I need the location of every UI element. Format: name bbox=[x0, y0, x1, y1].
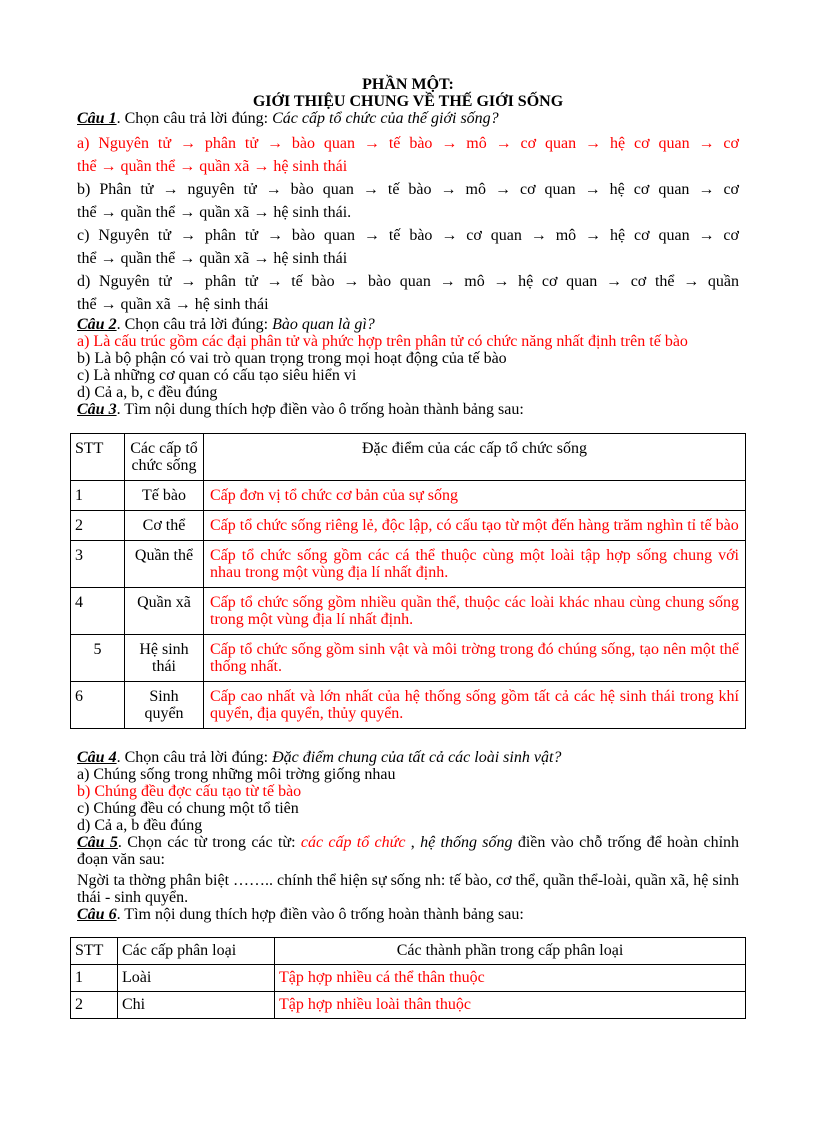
cell-stt: 2 bbox=[71, 511, 125, 541]
cell-desc: Cấp tổ chức sống gồm nhiều quần thể, thuộc các loài khác nhau cùng chung sống trong một vùng địa lí nhất định. bbox=[204, 588, 746, 635]
cell-level: Cơ thể bbox=[125, 511, 204, 541]
question-4 bbox=[77, 749, 739, 766]
question-3 bbox=[77, 401, 739, 418]
option-line: thể → quần thể → quần xã → hệ sinh thái bbox=[77, 158, 348, 175]
page-title: GIỚI THIỆU CHUNG VỀ THẾ GIỚI SỐNG bbox=[252, 93, 564, 110]
cell-level: Sinh quyển bbox=[125, 682, 204, 729]
cell-stt: 4 bbox=[71, 588, 125, 635]
question-1 bbox=[77, 110, 739, 127]
table-header-row bbox=[71, 938, 746, 965]
q1-option-a bbox=[77, 132, 739, 178]
part-label: PHẦN MỘT: bbox=[362, 76, 454, 93]
cell-level: Quần xã bbox=[125, 588, 204, 635]
cell-desc: Cấp tổ chức sống riêng lẻ, độc lập, có cấu tạo từ một đến hàng trăm nghìn tỉ tế bào bbox=[204, 511, 746, 541]
option-line: thể → quần thể → quần xã → hệ sinh thái. bbox=[77, 204, 352, 221]
word-choice-2: hệ thống sống bbox=[420, 834, 513, 851]
header-level: Các cấp phân loại bbox=[118, 938, 275, 965]
word-choice-1: các cấp tổ chức bbox=[300, 834, 406, 851]
option-line: thể → quần thể → quần xã → hệ sinh thái bbox=[77, 250, 348, 267]
cell-desc: Tập hợp nhiều cá thể thân thuộc bbox=[275, 965, 746, 992]
cell-stt: 2 bbox=[71, 992, 118, 1019]
question-number: Câu 4 bbox=[77, 749, 117, 766]
question-prompt: . Chọn câu trả lời đúng: bbox=[116, 110, 273, 127]
option-line: c) Nguyên tử → phân tử → bào quan → tế bào → cơ quan → mô → hệ cơ quan → cơ bbox=[77, 227, 739, 244]
table-row bbox=[71, 965, 746, 992]
question-prompt: . Tìm nội dung thích hợp điền vào ô trống hoàn thành bảng sau: bbox=[116, 401, 524, 418]
part-heading bbox=[77, 76, 739, 110]
table-header-row bbox=[71, 434, 746, 481]
cell-stt: 1 bbox=[71, 481, 125, 511]
cell-desc: Cấp đơn vị tổ chức cơ bản của sự sống bbox=[204, 481, 746, 511]
option-line: d) Nguyên tử → phân tử → tế bào → bào quan → mô → hệ cơ quan → cơ thể → quần bbox=[77, 273, 739, 290]
header-level: Các cấp tổ chức sống bbox=[125, 434, 204, 481]
cell-desc: Cấp cao nhất và lớn nhất của hệ thống sống gồm tất cả các hệ sinh thái trong khí quyển, địa quyển, thủy quyển. bbox=[204, 682, 746, 729]
question-6 bbox=[77, 906, 739, 923]
question-2 bbox=[77, 316, 739, 333]
question-prompt: . Chọn câu trả lời đúng: bbox=[116, 316, 273, 333]
q1-option-c bbox=[77, 224, 739, 270]
cell-desc: Cấp tổ chức sống gồm các cá thể thuộc cùng một loài tập hợp sống chung với nhau trong một vùng địa lí nhất định. bbox=[204, 541, 746, 588]
q2-option-c: c) Là những cơ quan có cấu tạo siêu hiển vi bbox=[77, 367, 357, 384]
question-number: Câu 2 bbox=[77, 316, 117, 333]
cell-stt: 3 bbox=[71, 541, 125, 588]
table-row bbox=[71, 635, 746, 682]
question-number: Câu 6 bbox=[77, 906, 117, 923]
option-line: a) Nguyên tử → phân tử → bào quan → tế bào → mô → cơ quan → hệ cơ quan → cơ bbox=[77, 135, 739, 152]
header-desc: Đặc điểm của các cấp tổ chức sống bbox=[204, 434, 746, 481]
cell-level: Tế bào bbox=[125, 481, 204, 511]
question-prompt: . Chọn câu trả lời đúng: bbox=[116, 749, 273, 766]
cell-level: Chi bbox=[118, 992, 275, 1019]
question-5 bbox=[77, 834, 739, 868]
question-number: Câu 3 bbox=[77, 401, 117, 418]
question-number: Câu 5 bbox=[77, 834, 118, 851]
q2-option-d: d) Cả a, b, c đều đúng bbox=[77, 384, 218, 401]
question-text: Các cấp tổ chức của thế giới sống? bbox=[272, 110, 499, 127]
table-row bbox=[71, 541, 746, 588]
question-text: Bào quan là gì? bbox=[272, 316, 375, 333]
question-prompt: . Tìm nội dung thích hợp điền vào ô trống hoàn thành bảng sau: bbox=[116, 906, 524, 923]
q5-passage: Ngời ta thờng phân biệt …….. chính thể hiện sự sống nh: tế bào, cơ thể, quần thể-loài, quần xã, hệ sinh thái - sinh quyển. bbox=[77, 872, 739, 906]
table-row bbox=[71, 682, 746, 729]
levels-table bbox=[70, 433, 746, 729]
cell-level: Loài bbox=[118, 965, 275, 992]
q1-option-d bbox=[77, 270, 739, 316]
cell-stt: 1 bbox=[71, 965, 118, 992]
q1-option-b bbox=[77, 178, 739, 224]
cell-desc: Cấp tổ chức sống gồm sinh vật và môi trờng trong đó chúng sống, tạo nên một thể thống nhất. bbox=[204, 635, 746, 682]
table-row bbox=[71, 588, 746, 635]
q4-option-d: d) Cả a, b đều đúng bbox=[77, 817, 203, 834]
question-text: Đặc điểm chung của tất cả các loài sinh vật? bbox=[272, 749, 562, 766]
cell-level: Quần thể bbox=[125, 541, 204, 588]
q2-option-a: a) Là cấu trúc gồm các đại phân tử và phức hợp trên phân tử có chức năng nhất định trên tế bào bbox=[77, 333, 688, 350]
q2-option-b: b) Là bộ phận có vai trò quan trọng trong mọi hoạt động của tế bào bbox=[77, 350, 507, 367]
word-separator: , bbox=[405, 834, 421, 851]
header-desc: Các thành phần trong cấp phân loại bbox=[275, 938, 746, 965]
cell-stt: 6 bbox=[71, 682, 125, 729]
header-stt: STT bbox=[71, 434, 125, 481]
table-row bbox=[71, 481, 746, 511]
question-rest: điền vào chỗ trống để hoàn chỉnh đoạn văn sau: bbox=[77, 834, 740, 868]
header-stt: STT bbox=[71, 938, 118, 965]
taxonomy-table bbox=[70, 937, 746, 1019]
question-prompt: . Chọn các từ trong các từ: bbox=[117, 834, 301, 851]
table-row bbox=[71, 992, 746, 1019]
option-line: thể → quần xã → hệ sinh thái bbox=[77, 296, 269, 313]
document-page bbox=[77, 76, 739, 1019]
option-line: b) Phân tử → nguyên tử → bào quan → tế bào → mô → cơ quan → hệ cơ quan → cơ bbox=[77, 181, 739, 198]
q4-option-c: c) Chúng đều có chung một tổ tiên bbox=[77, 800, 299, 817]
question-number: Câu 1 bbox=[77, 110, 117, 127]
table-row bbox=[71, 511, 746, 541]
q4-option-a: a) Chúng sống trong những môi trờng giống nhau bbox=[77, 766, 396, 783]
q4-option-b: b) Chúng đều đợc cấu tạo từ tế bào bbox=[77, 783, 302, 800]
cell-stt: 5 bbox=[71, 635, 125, 682]
cell-level: Hệ sinh thái bbox=[125, 635, 204, 682]
cell-desc: Tập hợp nhiều loài thân thuộc bbox=[275, 992, 746, 1019]
